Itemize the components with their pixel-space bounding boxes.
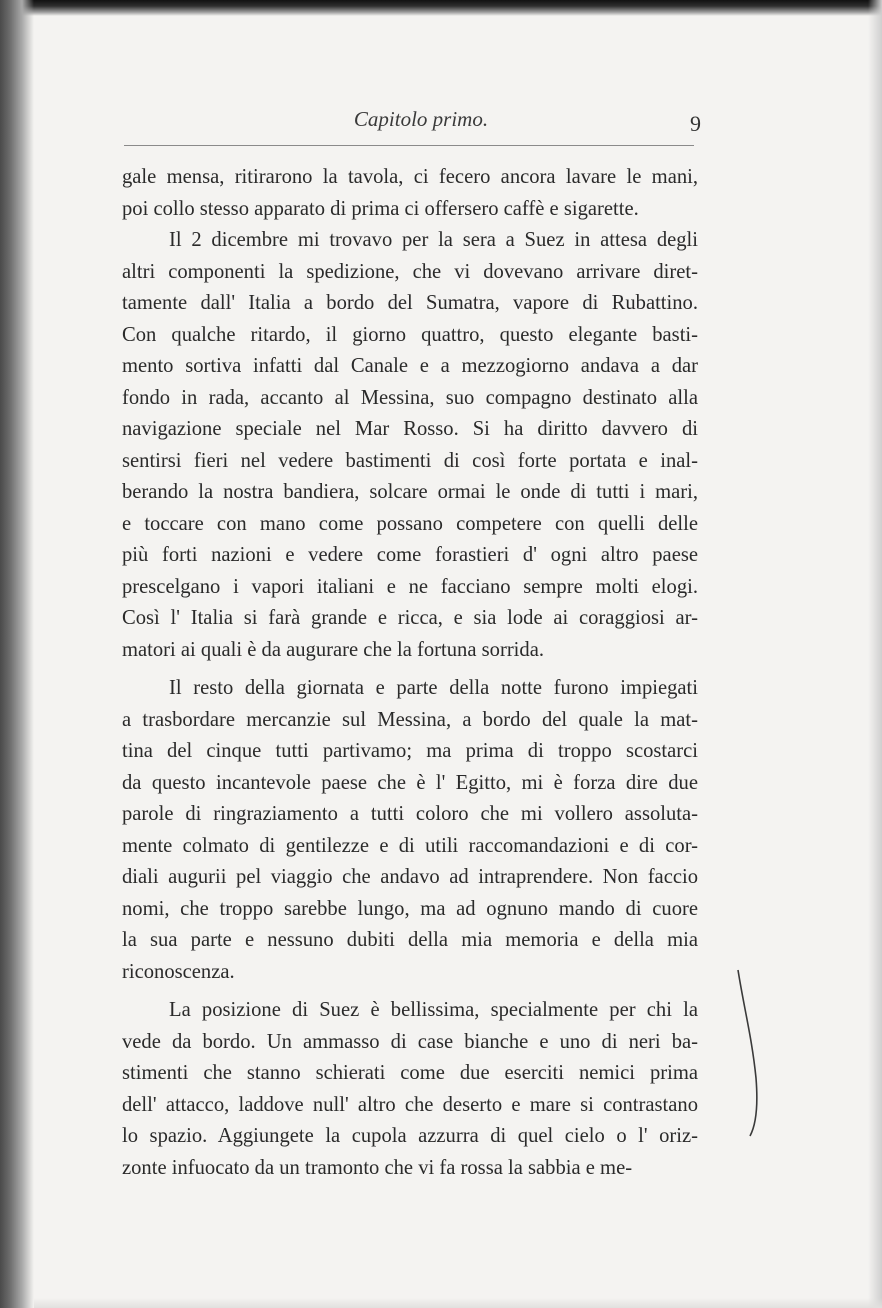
text-line: lo spazio. Aggiungete la cupola azzurra di quel cielo o l' oriz- bbox=[122, 1125, 698, 1147]
text-line: Il resto della giornata e parte della notte furono impiegati bbox=[169, 677, 698, 699]
text-line: nomi, che troppo sarebbe lungo, ma ad ognuno mando di cuore bbox=[122, 897, 698, 920]
paragraph-gap bbox=[122, 988, 698, 995]
text-line: matori ai quali è da augurare che la fortuna sorrida. bbox=[122, 638, 544, 661]
text-line: riconoscenza. bbox=[122, 960, 235, 983]
text-line: vede da bordo. Un ammasso di case bianche e uno di neri ba- bbox=[122, 1030, 698, 1053]
paragraph bbox=[122, 673, 698, 988]
page-bottom-edge bbox=[34, 1298, 882, 1308]
text-line: altri componenti la spedizione, che vi dovevano arrivare diret- bbox=[122, 260, 698, 283]
text-line: diali augurii pel viaggio che andavo ad intraprendere. Non faccio bbox=[122, 866, 698, 888]
paragraph bbox=[122, 162, 698, 225]
text-line: Con qualche ritardo, il giorno quattro, questo elegante basti- bbox=[122, 323, 698, 346]
book-gutter-shadow bbox=[0, 0, 34, 1308]
page-top-edge bbox=[0, 0, 882, 16]
text-line: tamente dall' Italia a bordo del Sumatra, vapore di Rubattino. bbox=[122, 292, 698, 314]
text-line: gale mensa, ritirarono la tavola, ci fecero ancora lavare le mani, bbox=[122, 166, 698, 188]
text-line: parole di ringraziamento a tutti coloro che mi vollero assoluta- bbox=[122, 803, 698, 825]
text-line: più forti nazioni e vedere come forastieri d' ogni altro paese bbox=[122, 544, 698, 566]
text-line: La posizione di Suez è bellissima, specialmente per chi la bbox=[169, 999, 698, 1021]
text-line: dell' attacco, laddove null' altro che deserto e mare si contrastano bbox=[122, 1093, 698, 1116]
page-right-edge bbox=[868, 0, 882, 1308]
text-line: sentirsi fieri nel vedere bastimenti di così forte portata e inal- bbox=[122, 449, 698, 472]
header-rule bbox=[124, 145, 694, 146]
text-line: zonte infuocato da un tramonto che vi fa rossa la sabbia e me- bbox=[122, 1156, 633, 1179]
text-line: navigazione speciale nel Mar Rosso. Si ha diritto davvero di bbox=[122, 418, 698, 440]
paragraph-gap bbox=[122, 666, 698, 673]
text-line: poi collo stesso apparato di prima ci offersero caffè e sigarette. bbox=[122, 197, 639, 220]
paragraph bbox=[122, 225, 698, 666]
text-line: tina del cinque tutti partivamo; ma prima di troppo scostarci bbox=[122, 740, 698, 762]
text-line: berando la nostra bandiera, solcare ormai le onde di tutti i mari, bbox=[122, 481, 698, 503]
margin-bracket-mark bbox=[736, 968, 760, 1138]
text-line: Così l' Italia si farà grande e ricca, e sia lode ai coraggiosi ar- bbox=[122, 607, 698, 629]
paragraph bbox=[122, 995, 698, 1184]
text-line: fondo in rada, accanto al Messina, suo compagno destinato alla bbox=[122, 386, 698, 409]
text-line: da questo incantevole paese che è l' Egitto, mi è forza dire due bbox=[122, 771, 698, 794]
running-title: Capitolo primo. bbox=[353, 107, 489, 131]
text-line: la sua parte e nessuno dubiti della mia memoria e della mia bbox=[122, 929, 698, 951]
body-text bbox=[122, 162, 698, 1184]
text-line: stimenti che stanno schierati come due eserciti nemici prima bbox=[122, 1062, 698, 1084]
text-line: a trasbordare mercanzie sul Messina, a bordo del quale la mat- bbox=[122, 708, 698, 731]
text-line: Il 2 dicembre mi trovavo per la sera a Suez in attesa degli bbox=[169, 229, 698, 251]
text-line: mente colmato di gentilezze e di utili raccomandazioni e di cor- bbox=[122, 834, 698, 857]
page-number: 9 bbox=[690, 111, 701, 136]
text-line: e toccare con mano come possano competere con quelli delle bbox=[122, 512, 698, 535]
text-line: prescelgano i vapori italiani e ne facciano sempre molti elogi. bbox=[122, 575, 698, 598]
text-line: mento sortiva infatti dal Canale e a mezzogiorno andava a dar bbox=[122, 355, 698, 377]
